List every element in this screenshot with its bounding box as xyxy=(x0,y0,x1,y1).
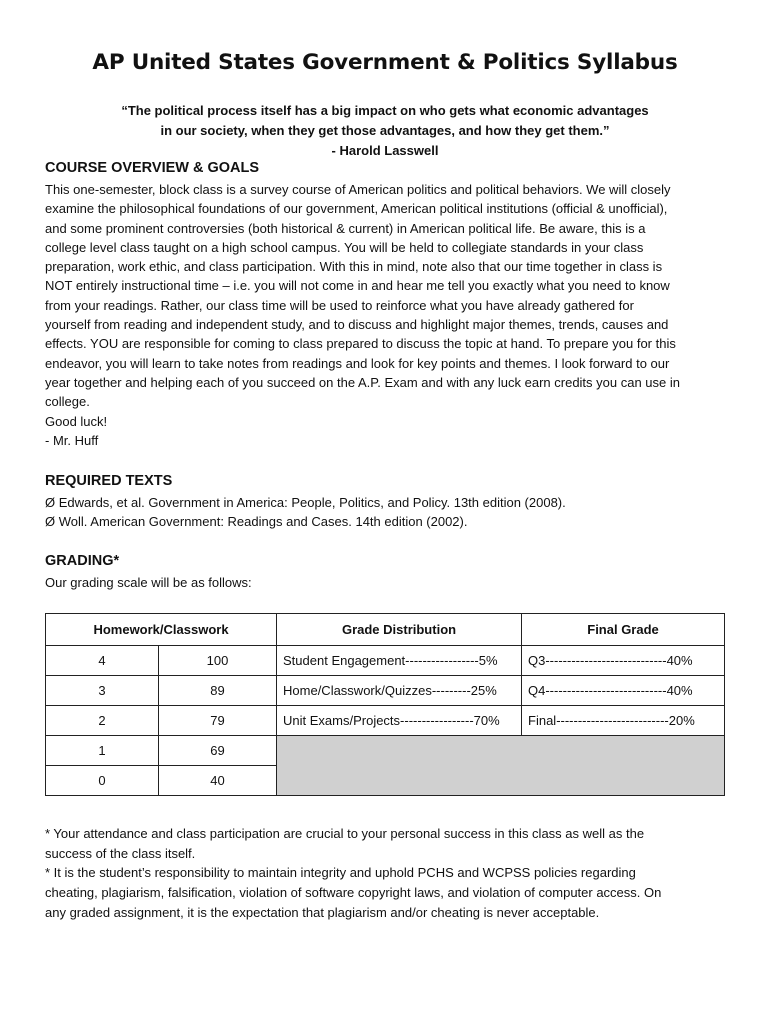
percent-cell: 89 xyxy=(159,676,277,706)
score-cell: 1 xyxy=(46,736,159,766)
distribution-cell: Student Engagement-----------------5% xyxy=(277,646,522,676)
overview-line: endeavor, you will learn to take notes from readings and look for key points and themes. I look forward to our xyxy=(45,355,670,371)
score-cell: 2 xyxy=(46,706,159,736)
final-grade-cell: Q4----------------------------40% xyxy=(522,676,725,706)
overview-line: preparation, work ethic, and class participation. With this in mind, note also that our time together in class is xyxy=(45,259,663,275)
quote-line-2: in our society, when they get those advantages, and how they get them.” xyxy=(160,123,610,138)
required-texts-heading: REQUIRED TEXTS xyxy=(45,473,173,489)
percent-cell: 100 xyxy=(159,646,277,676)
percent-cell: 79 xyxy=(159,706,277,736)
footnote-line: * Your attendance and class participation are crucial to your personal success in this class as well as the xyxy=(45,826,645,841)
table-row xyxy=(46,736,725,766)
overview-line: examine the philosophical foundations of our government, American political institutions (official & unofficial), xyxy=(45,201,668,217)
percent-cell: 69 xyxy=(159,736,277,766)
overview-line: college level class taught on a high school campus. You will be held to collegiate standards in your class xyxy=(45,239,644,255)
footnote-line: success of the class itself. xyxy=(45,845,196,861)
signature: - Mr. Huff xyxy=(45,432,99,448)
table-row xyxy=(46,646,725,676)
grading-heading: GRADING* xyxy=(45,553,120,569)
quote-author: - Harold Lasswell xyxy=(331,143,439,158)
shaded-empty-cell xyxy=(277,736,725,796)
overview-heading: COURSE OVERVIEW & GOALS xyxy=(45,160,260,176)
overview-line: This one-semester, block class is a survey course of American politics and political behaviors. We will closely xyxy=(45,182,671,197)
score-cell: 0 xyxy=(46,766,159,796)
text-item: Ø Edwards, et al. Government in America: People, Politics, and Policy. 13th edition (2008). xyxy=(45,495,566,510)
required-texts-list xyxy=(45,493,730,532)
distribution-header: Grade Distribution xyxy=(277,614,522,646)
percent-cell: 40 xyxy=(159,766,277,796)
final-grade-cell: Final--------------------------20% xyxy=(522,706,725,736)
overview-line: college. xyxy=(45,394,90,410)
overview-line: from your readings. Rather, our class time will be used to reinforce what you have already gathered for xyxy=(45,297,634,313)
distribution-cell: Unit Exams/Projects-----------------70% xyxy=(277,706,522,736)
footnote-line: * It is the student’s responsibility to maintain integrity and uphold PCHS and WCPSS policies regarding xyxy=(45,865,636,881)
overview-line: NOT entirely instructional time – i.e. you will not come in and hear me tell you exactly what you need to know xyxy=(45,278,670,294)
grading-table xyxy=(45,613,725,796)
grading-intro xyxy=(45,573,730,592)
homework-header: Homework/Classwork xyxy=(46,614,277,646)
grading-intro-text: Our grading scale will be as follows: xyxy=(45,575,252,590)
overview-line: yourself from reading and independent study, and to discuss and highlight major themes, trends, causes and xyxy=(45,317,669,333)
table-row xyxy=(46,676,725,706)
text-item: Ø Woll. American Government: Readings and Cases. 14th edition (2002). xyxy=(45,514,468,530)
final-grade-cell: Q3----------------------------40% xyxy=(522,646,725,676)
overview-line: and some prominent controversies (both historical & current) in American political life. Be aware, this is a xyxy=(45,220,646,236)
page-title: AP United States Government & Politics Syllabus xyxy=(92,50,678,75)
score-cell: 3 xyxy=(46,676,159,706)
footnote-line: cheating, plagiarism, falsification, violation of software copyright laws, and violation of computer access. On xyxy=(45,885,662,901)
footnotes xyxy=(45,824,735,923)
overview-line: effects. YOU are responsible for coming to class prepared to discuss the topic at hand. To prepare you for this xyxy=(45,336,676,352)
table-header-row xyxy=(46,614,725,646)
distribution-cell: Home/Classwork/Quizzes---------25% xyxy=(277,676,522,706)
table-row xyxy=(46,706,725,736)
epigraph-quote xyxy=(45,101,725,161)
quote-line-1: “The political process itself has a big impact on who gets what economic advantages xyxy=(121,103,649,118)
overview-body xyxy=(45,180,730,450)
closing-text: Good luck! xyxy=(45,413,108,429)
footnote-line: any graded assignment, it is the expectation that plagiarism and/or cheating is never acceptable. xyxy=(45,904,600,920)
overview-line: year together and helping each of you succeed on the A.P. Exam and with any luck earn credits you can use in xyxy=(45,374,680,390)
score-cell: 4 xyxy=(46,646,159,676)
final-grade-header: Final Grade xyxy=(522,614,725,646)
